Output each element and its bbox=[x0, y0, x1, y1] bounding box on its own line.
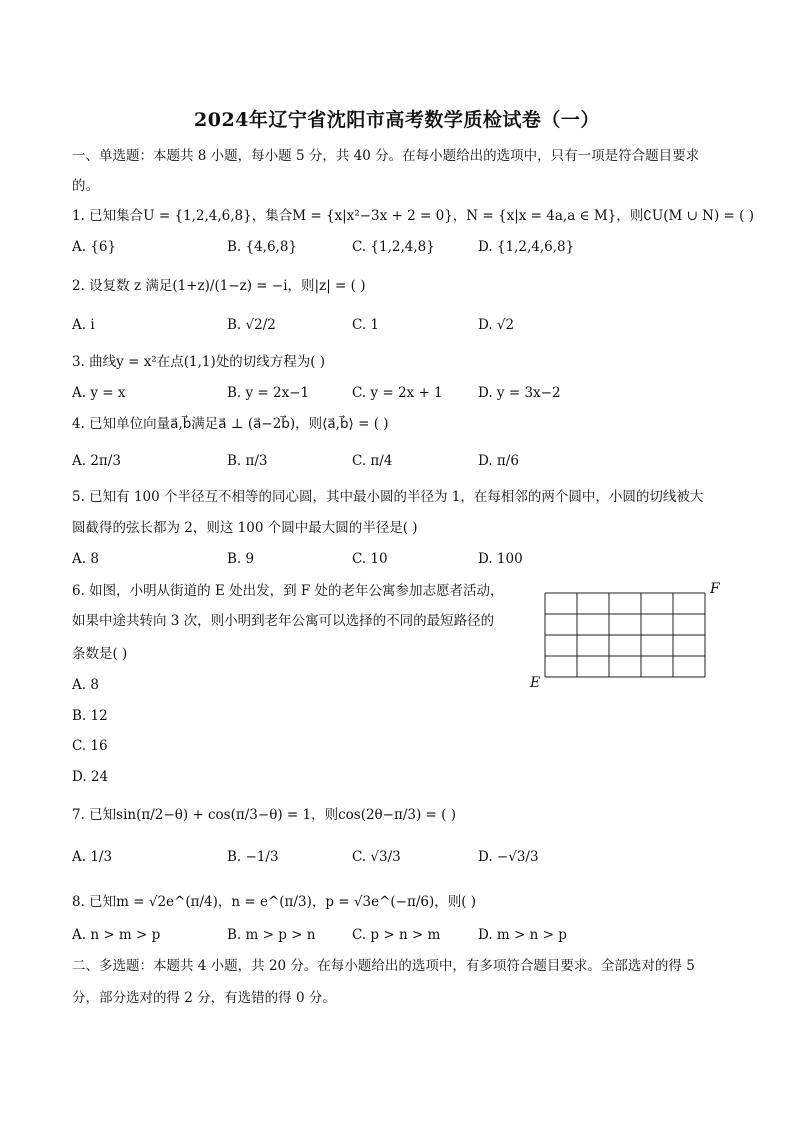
grid-label-start: E bbox=[530, 675, 541, 691]
question-8-option-a: A. n > m > p bbox=[72, 927, 161, 943]
question-1-option-c: C. {1,2,4,8} bbox=[352, 239, 435, 255]
question-6-stem-line2: 如果中途共转向 3 次，则小明到老年公寓可以选择的不同的最短路径的 bbox=[72, 613, 495, 629]
question-3-option-a: A. y = x bbox=[72, 385, 126, 401]
section1-header-line1: 一、单选题：本题共 8 小题，每小题 5 分，共 40 分。在每小题给出的选项中，只有一项是符合题目要求 bbox=[72, 148, 700, 164]
question-6-option-b: B. 12 bbox=[72, 708, 108, 724]
question-3-option-c: C. y = 2x + 1 bbox=[352, 385, 443, 401]
question-7-stem: 7. 已知sin(π/2−θ) + cos(π/3−θ) = 1，则cos(2θ−π/3) = ( ) bbox=[72, 807, 456, 823]
street-grid-svg bbox=[528, 580, 728, 690]
question-3-option-b: B. y = 2x−1 bbox=[227, 385, 310, 401]
question-4-option-a: A. 2π/3 bbox=[72, 453, 121, 469]
question-7-option-c: C. √3/3 bbox=[352, 849, 401, 865]
section2-header-line2: 分，部分选对的得 2 分，有选错的得 0 分。 bbox=[72, 990, 336, 1006]
question-5-option-d: D. 100 bbox=[478, 551, 523, 567]
section2-header-line1: 二、多选题：本题共 4 小题，共 20 分。在每小题给出的选项中，有多项符合题目要求。全部选对的得 5 bbox=[72, 958, 695, 974]
question-2-option-c: C. 1 bbox=[352, 317, 380, 333]
question-8-stem: 8. 已知m = √2e^(π/4)，n = e^(π/3)，p = √3e^(−π/6)，则( ) bbox=[72, 894, 477, 910]
section1-header-line2: 的。 bbox=[72, 178, 99, 194]
question-6-option-d: D. 24 bbox=[72, 769, 109, 785]
question-6-option-c: C. 16 bbox=[72, 738, 108, 754]
question-4-option-b: B. π/3 bbox=[227, 453, 268, 469]
question-6-stem-line1: 6. 如图，小明从街道的 E 处出发，到 F 处的老年公寓参加志愿者活动， bbox=[72, 583, 504, 599]
question-1-option-d: D. {1,2,4,6,8} bbox=[478, 239, 575, 255]
question-7-option-a: A. 1/3 bbox=[72, 849, 113, 865]
question-7-option-b: B. −1/3 bbox=[227, 849, 279, 865]
question-8-option-b: B. m > p > n bbox=[227, 927, 316, 943]
question-4-option-c: C. π/4 bbox=[352, 453, 393, 469]
question-8-option-d: D. m > n > p bbox=[478, 927, 567, 943]
question-5-option-c: C. 10 bbox=[352, 551, 388, 567]
street-grid-figure bbox=[528, 580, 728, 690]
question-3-stem: 3. 曲线y = x²在点(1,1)处的切线方程为( ) bbox=[72, 354, 326, 370]
question-5-option-b: B. 9 bbox=[227, 551, 255, 567]
question-1-option-a: A. {6} bbox=[72, 239, 117, 255]
question-2-option-a: A. i bbox=[72, 317, 95, 333]
question-6-option-a: A. 8 bbox=[72, 677, 99, 693]
question-1-stem: 1. 已知集合U = {1,2,4,6,8}，集合M = {x|x²−3x + 2 = 0}，N = {x|x = 4a,a ∈ M}，则∁U(M ∪ N) = ( ) bbox=[72, 208, 754, 224]
grid-label-end: F bbox=[710, 581, 720, 597]
exam-title: 2024年辽宁省沈阳市高考数学质检试卷（一） bbox=[194, 109, 600, 131]
question-8-option-c: C. p > n > m bbox=[352, 927, 441, 943]
question-2-option-d: D. √2 bbox=[478, 317, 515, 333]
question-2-stem: 2. 设复数 z 满足(1+z)/(1−z) = −i，则|z| = ( ) bbox=[72, 278, 366, 294]
question-5-option-a: A. 8 bbox=[72, 551, 99, 567]
question-5-stem-line2: 圆截得的弦长都为 2，则这 100 个圆中最大圆的半径是( ) bbox=[72, 520, 418, 536]
question-7-option-d: D. −√3/3 bbox=[478, 849, 539, 865]
question-1-option-b: B. {4,6,8} bbox=[227, 239, 298, 255]
question-4-stem: 4. 已知单位向量a⃗,b⃗满足a⃗ ⊥ (a⃗−2b⃗)，则⟨a⃗,b⃗⟩ = ( ) bbox=[72, 416, 389, 432]
question-3-option-d: D. y = 3x−2 bbox=[478, 385, 561, 401]
question-2-option-b: B. √2/2 bbox=[227, 317, 276, 333]
question-5-stem-line1: 5. 已知有 100 个半径互不相等的同心圆，其中最小圆的半径为 1，在每相邻的两个圆中，小圆的切线被大 bbox=[72, 489, 704, 505]
question-6-stem-line3: 条数是( ) bbox=[72, 646, 128, 662]
question-4-option-d: D. π/6 bbox=[478, 453, 519, 469]
